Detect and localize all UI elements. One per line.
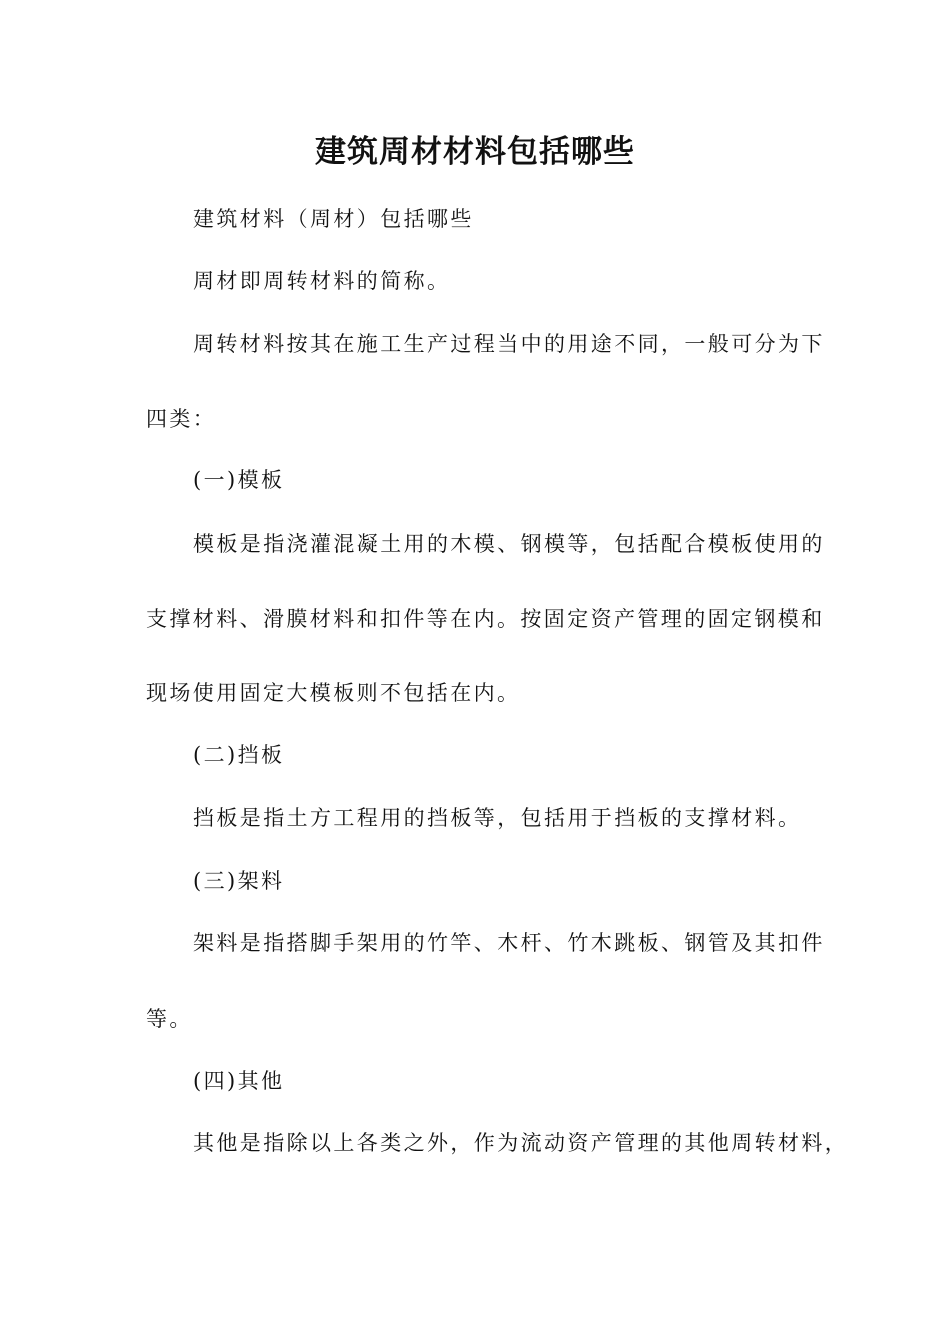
document-title: 建筑周材材料包括哪些 [315, 134, 635, 170]
section-heading-baffle: (二)挡板 [193, 743, 285, 767]
section-heading-scaffold: (三)架料 [193, 869, 285, 893]
paragraph-formwork-line3: 现场使用固定大模板则不包括在内。 [146, 681, 521, 705]
paragraph-categories-line2: 四类： [146, 407, 217, 431]
paragraph-categories-line1: 周转材料按其在施工生产过程当中的用途不同，一般可分为下 [193, 332, 825, 356]
section-heading-formwork: (一)模板 [193, 468, 285, 492]
paragraph-baffle: 挡板是指土方工程用的挡板等，包括用于挡板的支撑材料。 [193, 806, 802, 830]
paragraph-scaffold-line1: 架料是指搭脚手架用的竹竿、木杆、竹木跳板、钢管及其扣件 [193, 931, 825, 955]
paragraph-scaffold-line2: 等。 [146, 1007, 193, 1031]
paragraph-definition: 周材即周转材料的简称。 [193, 269, 451, 293]
section-heading-other: (四)其他 [193, 1069, 285, 1093]
paragraph-other-line1: 其他是指除以上各类之外，作为流动资产管理的其他周转材料， [193, 1131, 849, 1155]
paragraph-formwork-line1: 模板是指浇灌混凝土用的木模、钢模等，包括配合模板使用的 [193, 532, 825, 556]
heading-materials: 建筑材料（周材）包括哪些 [193, 207, 474, 231]
paragraph-formwork-line2: 支撑材料、滑膜材料和扣件等在内。按固定资产管理的固定钢模和 [146, 607, 825, 631]
